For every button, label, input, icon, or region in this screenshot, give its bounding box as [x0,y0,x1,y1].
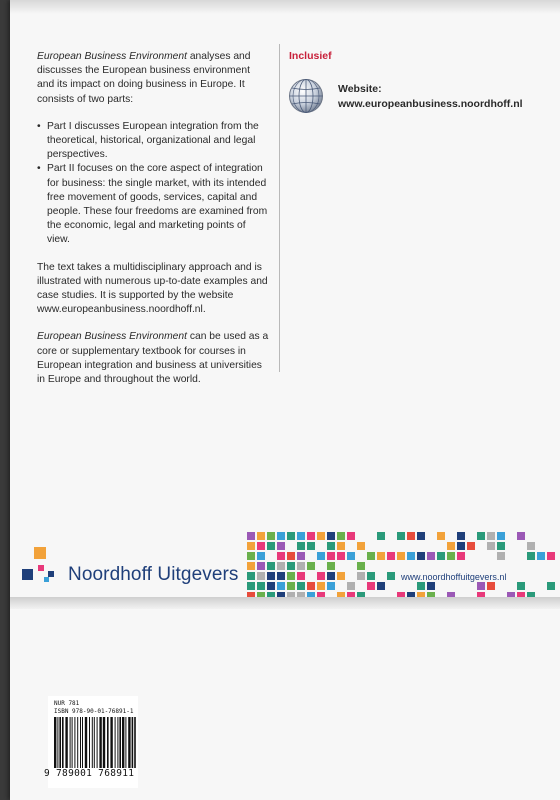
mosaic-tile [477,582,485,590]
color-mosaic-graphic [246,531,560,603]
barcode-bar [119,717,121,768]
mosaic-tile [457,552,465,560]
mosaic-tile [377,552,385,560]
mosaic-tile [277,562,285,570]
mosaic-tile [347,532,355,540]
mosaic-tile [357,542,365,550]
mosaic-tile [247,582,255,590]
barcode-bar [59,717,61,768]
mosaic-tile [427,582,435,590]
mosaic-tile [347,582,355,590]
mosaic-tile [317,582,325,590]
mosaic-tile [497,552,505,560]
mosaic-tile [327,572,335,580]
mosaic-tile [497,532,505,540]
nur-code: NUR 781 [54,700,80,707]
mosaic-tile [387,552,395,560]
barcode-bar [54,717,56,768]
mosaic-tile [257,562,265,570]
mosaic-tile [527,542,535,550]
mosaic-tile [277,552,285,560]
barcode-bar [125,717,126,768]
mosaic-tile [487,582,495,590]
barcode-bar [77,717,78,768]
publisher-url[interactable]: www.noordhoffuitgevers.nl [401,572,507,582]
mosaic-tile [317,532,325,540]
mosaic-tile [277,582,285,590]
mosaic-tile [267,542,275,550]
mosaic-tile [257,582,265,590]
mosaic-tile [457,542,465,550]
barcode-bar [89,717,90,768]
barcode-bar [82,717,83,768]
mosaic-tile [447,552,455,560]
mosaic-tile [297,572,305,580]
mosaic-tile [367,572,375,580]
barcode-bar [65,717,67,768]
mosaic-tile [417,532,425,540]
mosaic-tile [487,542,495,550]
mosaic-tile [467,542,475,550]
mosaic-tile [267,562,275,570]
mosaic-tile [367,552,375,560]
globe-icon [288,78,324,114]
mosaic-tile [317,552,325,560]
mosaic-tile [437,552,445,560]
mosaic-tile [397,552,405,560]
barcode-bar [62,717,64,768]
mosaic-tile [527,552,535,560]
barcode-bar [57,717,58,768]
mosaic-tile [547,582,555,590]
mosaic-tile [337,552,345,560]
barcode-bar [80,717,81,768]
ean-number: 9 789001 768911 [44,768,135,779]
mosaic-tile [487,532,495,540]
mosaic-tile [277,532,285,540]
list-item: • Part II focuses on the core aspect of integration for business: the single market, with its intended free movement of goods, services, capital and people. These four freedoms are examined from the economic, legal and marketing points of view. [37,162,269,247]
parts-list [37,120,269,248]
column-divider [279,44,280,372]
mosaic-tile [327,532,335,540]
mosaic-tile [267,532,275,540]
mosaic-tile [247,552,255,560]
barcode-bar [85,717,87,768]
mosaic-tile [327,542,335,550]
list-item: • Part I discusses European integration from the theoretical, historical, organizational and legal perspectives. [37,120,269,163]
mosaic-tile [417,582,425,590]
cover-flap-fold [10,597,560,609]
barcode-bar [107,717,109,768]
mosaic-tile [277,572,285,580]
mosaic-tile [247,542,255,550]
mosaic-tile [517,582,525,590]
mosaic-tile [307,582,315,590]
mosaic-tile [287,582,295,590]
mosaic-tile [297,582,305,590]
website-link[interactable]: www.europeanbusiness.noordhoff.nl [338,98,523,110]
mosaic-tile [477,532,485,540]
mosaic-tile [287,552,295,560]
mosaic-tile [337,542,345,550]
mosaic-tile [317,572,325,580]
barcode-bar [134,717,136,768]
mosaic-tile [327,582,335,590]
mosaic-tile [437,532,445,540]
mosaic-tile [287,572,295,580]
mosaic-tile [547,552,555,560]
barcode-bar [94,717,95,768]
barcode-bar [115,717,116,768]
mosaic-tile [257,552,265,560]
barcode [54,717,136,768]
mosaic-tile [327,562,335,570]
mosaic-tile [297,562,305,570]
barcode-bar [92,717,93,768]
mosaic-tile [347,552,355,560]
noordhoff-logo-icon [20,545,60,585]
mosaic-tile [277,542,285,550]
approach-paragraph: The text takes a multidisciplinary approach and is illustrated with numerous up-to-date examples and case studies. It is supported by the website www.europeanbusiness.noordhoff.nl. [37,261,268,316]
mosaic-tile [297,542,305,550]
mosaic-tile [537,552,545,560]
isbn-code: ISBN 978-90-01-76891-1 [54,708,134,715]
mosaic-tile [247,572,255,580]
mosaic-tile [377,582,385,590]
publisher-name: Noordhoff Uitgevers [68,564,239,585]
mosaic-tile [367,582,375,590]
mosaic-tile [267,572,275,580]
mosaic-tile [357,572,365,580]
barcode-bar [110,717,112,768]
barcode-bar [122,717,124,768]
usage-paragraph [37,330,269,387]
mosaic-tile [387,572,395,580]
mosaic-tile [427,552,435,560]
mosaic-tile [337,532,345,540]
mosaic-tile [257,532,265,540]
barcode-info [54,700,133,716]
barcode-bar [70,717,71,768]
barcode-bar [97,717,98,768]
mosaic-tile [267,582,275,590]
inclusief-heading: Inclusief [289,50,332,62]
mosaic-tile [307,532,315,540]
usage-text: can be used as a core or supplementary textbook for courses in European integration and business at universities in Europe and throughout the world. [37,331,269,386]
mosaic-tile [247,532,255,540]
mosaic-tile [247,562,255,570]
website-label: Website: [338,83,382,95]
mosaic-tile [287,532,295,540]
mosaic-tile [407,532,415,540]
mosaic-tile [397,532,405,540]
cover-top-edge [10,0,560,14]
mosaic-tile [407,552,415,560]
barcode-bar [103,717,105,768]
intro-paragraph [37,50,269,107]
website-info [338,82,523,112]
mosaic-tile [447,542,455,550]
intro-book-title: European Business Environment [37,51,187,62]
mosaic-tile [457,532,465,540]
mosaic-tile [497,542,505,550]
mosaic-tile [337,572,345,580]
mosaic-tile [417,552,425,560]
mosaic-tile [297,532,305,540]
barcode-bar [132,717,134,768]
barcode-bar [72,717,73,768]
mosaic-tile [517,532,525,540]
mosaic-tile [307,542,315,550]
usage-book-title: European Business Environment [37,331,187,343]
mosaic-tile [297,552,305,560]
barcode-bar [99,717,101,768]
barcode-bar [74,717,75,768]
mosaic-tile [287,562,295,570]
barcode-bar [117,717,118,768]
mosaic-tile [257,542,265,550]
mosaic-tile [357,562,365,570]
mosaic-tile [327,552,335,560]
barcode-bar [128,717,130,768]
description-column [37,50,269,400]
mosaic-tile [377,532,385,540]
mosaic-tile [307,562,315,570]
intro-text: analyses and discusses the European business environment and its impact on doing business in Europe. It consists of two parts: [37,51,251,105]
mosaic-tile [257,572,265,580]
